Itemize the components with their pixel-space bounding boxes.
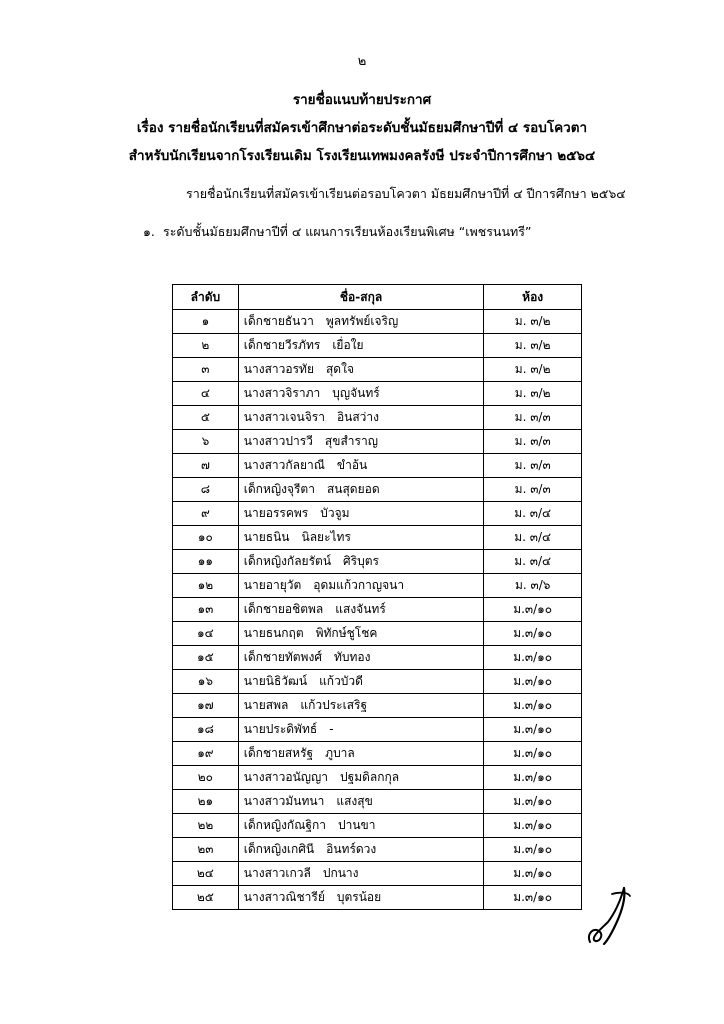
row-order-number: ๒ [173,334,239,358]
handwritten-signature-icon [584,882,632,948]
student-last-name: พูลทรัพย์เจริญ [325,314,399,328]
row-order-number: ๑๗ [173,694,239,718]
student-last-name: ศิริบุตร [343,554,379,568]
row-classroom: ม.๓/๑๐ [484,862,582,886]
student-last-name: บุญจันทร์ [332,386,380,400]
row-order-number: ๑๕ [173,646,239,670]
student-last-name: เยื่อใย [332,338,364,352]
row-order-number: ๒๓ [173,838,239,862]
table-row [173,838,582,862]
student-last-name: บัวจูม [320,506,350,520]
student-first-name: นายอรรคพร [243,506,309,520]
row-student-name [238,574,484,598]
student-last-name: แสงสุข [336,794,373,808]
row-student-name [238,766,484,790]
announcement-subject: เรื่อง รายชื่อนักเรียนที่สมัครเข้าศึกษาต่อระดับชั้นมัธยมศึกษาปีที่ ๔ รอบโควตา [136,120,588,136]
row-order-number: ๑๖ [173,670,239,694]
row-student-name [238,454,484,478]
student-last-name: พิทักษ์ชูโชค [315,626,378,640]
student-first-name: นางสาวเจนจิรา [243,410,325,424]
student-last-name: ปานขา [337,818,376,832]
row-student-name [238,646,484,670]
row-order-number: ๑๘ [173,718,239,742]
table-row [173,742,582,766]
table-row [173,886,582,910]
row-classroom: ม. ๓/๖ [484,574,582,598]
row-order-number: ๑๓ [173,598,239,622]
row-classroom: ม. ๓/๔ [484,550,582,574]
row-order-number: ๑๙ [173,742,239,766]
row-student-name [238,598,484,622]
student-last-name: สนสุดยอด [326,482,380,496]
document-title: รายชื่อแนบท้ายประกาศ [292,92,432,108]
student-first-name: เด็กชายทัตพงศ์ [243,650,322,664]
student-first-name: เด็กหญิงจุรีตา [243,482,315,496]
row-student-name [238,742,484,766]
row-classroom: ม.๓/๑๐ [484,742,582,766]
row-student-name [238,526,484,550]
row-student-name [238,862,484,886]
student-first-name: เด็กชายธันวา [243,314,314,328]
row-student-name [238,790,484,814]
row-order-number: ๗ [173,454,239,478]
student-last-name: แก้วประเสริฐ [300,698,368,712]
table-header-row [173,285,582,310]
student-last-name: อินสว่าง [336,410,380,424]
row-student-name [238,670,484,694]
section-text: ระดับชั้นมัธยมศึกษาปีที่ ๔ แผนการเรียนห้องเรียนพิเศษ “เพชรนนทรี” [162,224,532,239]
row-student-name [238,694,484,718]
table-row [173,670,582,694]
row-classroom: ม. ๓/๓ [484,454,582,478]
student-first-name: นางสาวเกวลี [243,866,311,880]
row-order-number: ๙ [173,502,239,526]
row-student-name [238,838,484,862]
row-order-number: ๑ [173,310,239,334]
row-order-number: ๒๒ [173,814,239,838]
table-row [173,406,582,430]
table-row [173,574,582,598]
row-classroom: ม. ๓/๓ [484,430,582,454]
announcement-school-line: สำหรับนักเรียนจากโรงเรียนเดิม โรงเรียนเทพมงคลรังษี ประจำปีการศึกษา ๒๕๖๔ [128,148,596,164]
student-last-name: ทับทอง [333,650,371,664]
row-student-name [238,814,484,838]
row-student-name [238,358,484,382]
student-first-name: เด็กชายอชิตพล [243,602,324,616]
row-student-name [238,382,484,406]
student-last-name: อุดมแก้วกาญจนา [313,578,405,592]
row-classroom: ม.๓/๑๐ [484,622,582,646]
student-first-name: นางสาวณิชารีย์ [243,890,325,904]
row-classroom: ม. ๓/๒ [484,358,582,382]
row-student-name [238,310,484,334]
row-order-number: ๔ [173,382,239,406]
student-last-name: ขำอ้น [336,458,368,472]
table-row [173,814,582,838]
row-classroom: ม. ๓/๓ [484,478,582,502]
row-student-name [238,502,484,526]
student-first-name: นายธนกฤต [243,626,304,640]
student-first-name: นายอายุวัต [243,578,302,592]
row-order-number: ๒๕ [173,886,239,910]
row-student-name [238,550,484,574]
header-room: ห้อง [484,285,582,310]
table-row [173,718,582,742]
table-row [173,502,582,526]
row-order-number: ๑๔ [173,622,239,646]
row-student-name [238,886,484,910]
row-classroom: ม.๓/๑๐ [484,670,582,694]
table-row [173,598,582,622]
table-row [173,430,582,454]
student-first-name: นางสาวอนัญญา [243,770,328,784]
table-row [173,478,582,502]
row-order-number: ๒๔ [173,862,239,886]
section-heading [143,222,531,242]
student-first-name: นายประดิพัทธ์ [243,722,318,736]
student-last-name: บุตรน้อย [336,890,382,904]
student-last-name: - [329,722,334,736]
student-first-name: เด็กหญิงกัณฐิกา [243,818,326,832]
row-classroom: ม.๓/๑๐ [484,694,582,718]
row-classroom: ม. ๓/๒ [484,334,582,358]
row-order-number: ๖ [173,430,239,454]
row-order-number: ๘ [173,478,239,502]
student-last-name: ปกนาง [322,866,359,880]
table-row [173,646,582,670]
row-classroom: ม.๓/๑๐ [484,598,582,622]
student-last-name: สุขสำราญ [324,434,378,448]
student-table [172,284,582,910]
table-row [173,382,582,406]
row-classroom: ม. ๓/๓ [484,406,582,430]
table-row [173,694,582,718]
row-classroom: ม.๓/๑๐ [484,838,582,862]
row-classroom: ม. ๓/๔ [484,502,582,526]
row-classroom: ม.๓/๑๐ [484,646,582,670]
row-order-number: ๒๑ [173,790,239,814]
row-order-number: ๕ [173,406,239,430]
student-first-name: เด็กชายวีรภัทร [243,338,321,352]
row-classroom: ม. ๓/๒ [484,310,582,334]
section-number: ๑. [143,224,155,239]
student-last-name: สุดใจ [325,362,354,376]
student-last-name: ปฐมดิลกกุล [339,770,400,784]
table-row [173,334,582,358]
student-first-name: นางสาวจิราภา [243,386,321,400]
row-student-name [238,430,484,454]
page-number: ๒ [357,54,367,69]
student-first-name: นายสพล [243,698,289,712]
student-first-name: นางสาวกัลยาณี [243,458,325,472]
student-first-name: นายธนิน [243,530,290,544]
student-first-name: เด็กหญิงกัลยรัตน์ [243,554,332,568]
table-row [173,862,582,886]
table-row [173,454,582,478]
student-first-name: นางสาวปารวี [243,434,313,448]
row-classroom: ม.๓/๑๐ [484,766,582,790]
row-student-name [238,622,484,646]
row-classroom: ม.๓/๑๐ [484,886,582,910]
student-last-name: อินทร์ดวง [326,842,377,856]
header-name: ชื่อ-สกุล [238,285,484,310]
row-order-number: ๑๑ [173,550,239,574]
student-first-name: นางสาวอรทัย [243,362,314,376]
row-order-number: ๓ [173,358,239,382]
row-classroom: ม. ๓/๒ [484,382,582,406]
intro-paragraph: รายชื่อนักเรียนที่สมัครเข้าเรียนต่อรอบโควตา มัธยมศึกษาปีที่ ๔ ปีการศึกษา ๒๕๖๔ [186,186,626,201]
student-last-name: ภูบาล [325,746,355,760]
student-last-name: นิลยะไทร [301,530,351,544]
table-row [173,358,582,382]
row-student-name [238,406,484,430]
row-student-name [238,478,484,502]
row-classroom: ม.๓/๑๐ [484,790,582,814]
student-first-name: เด็กชายสหรัฐ [243,746,314,760]
table-row [173,526,582,550]
row-student-name [238,334,484,358]
student-last-name: แสงจันทร์ [335,602,386,616]
student-first-name: นางสาวมันทนา [243,794,325,808]
student-first-name: นายนิธิวัฒน์ [243,674,308,688]
student-first-name: เด็กหญิงเกศินี [243,842,315,856]
table-row [173,790,582,814]
table-row [173,766,582,790]
row-classroom: ม.๓/๑๐ [484,718,582,742]
row-student-name [238,718,484,742]
row-order-number: ๑๒ [173,574,239,598]
student-last-name: แก้วบัวดี [319,674,363,688]
table-row [173,310,582,334]
row-order-number: ๒๐ [173,766,239,790]
row-classroom: ม. ๓/๔ [484,526,582,550]
row-classroom: ม.๓/๑๐ [484,814,582,838]
header-order: ลำดับ [173,285,239,310]
table-row [173,550,582,574]
row-order-number: ๑๐ [173,526,239,550]
table-row [173,622,582,646]
